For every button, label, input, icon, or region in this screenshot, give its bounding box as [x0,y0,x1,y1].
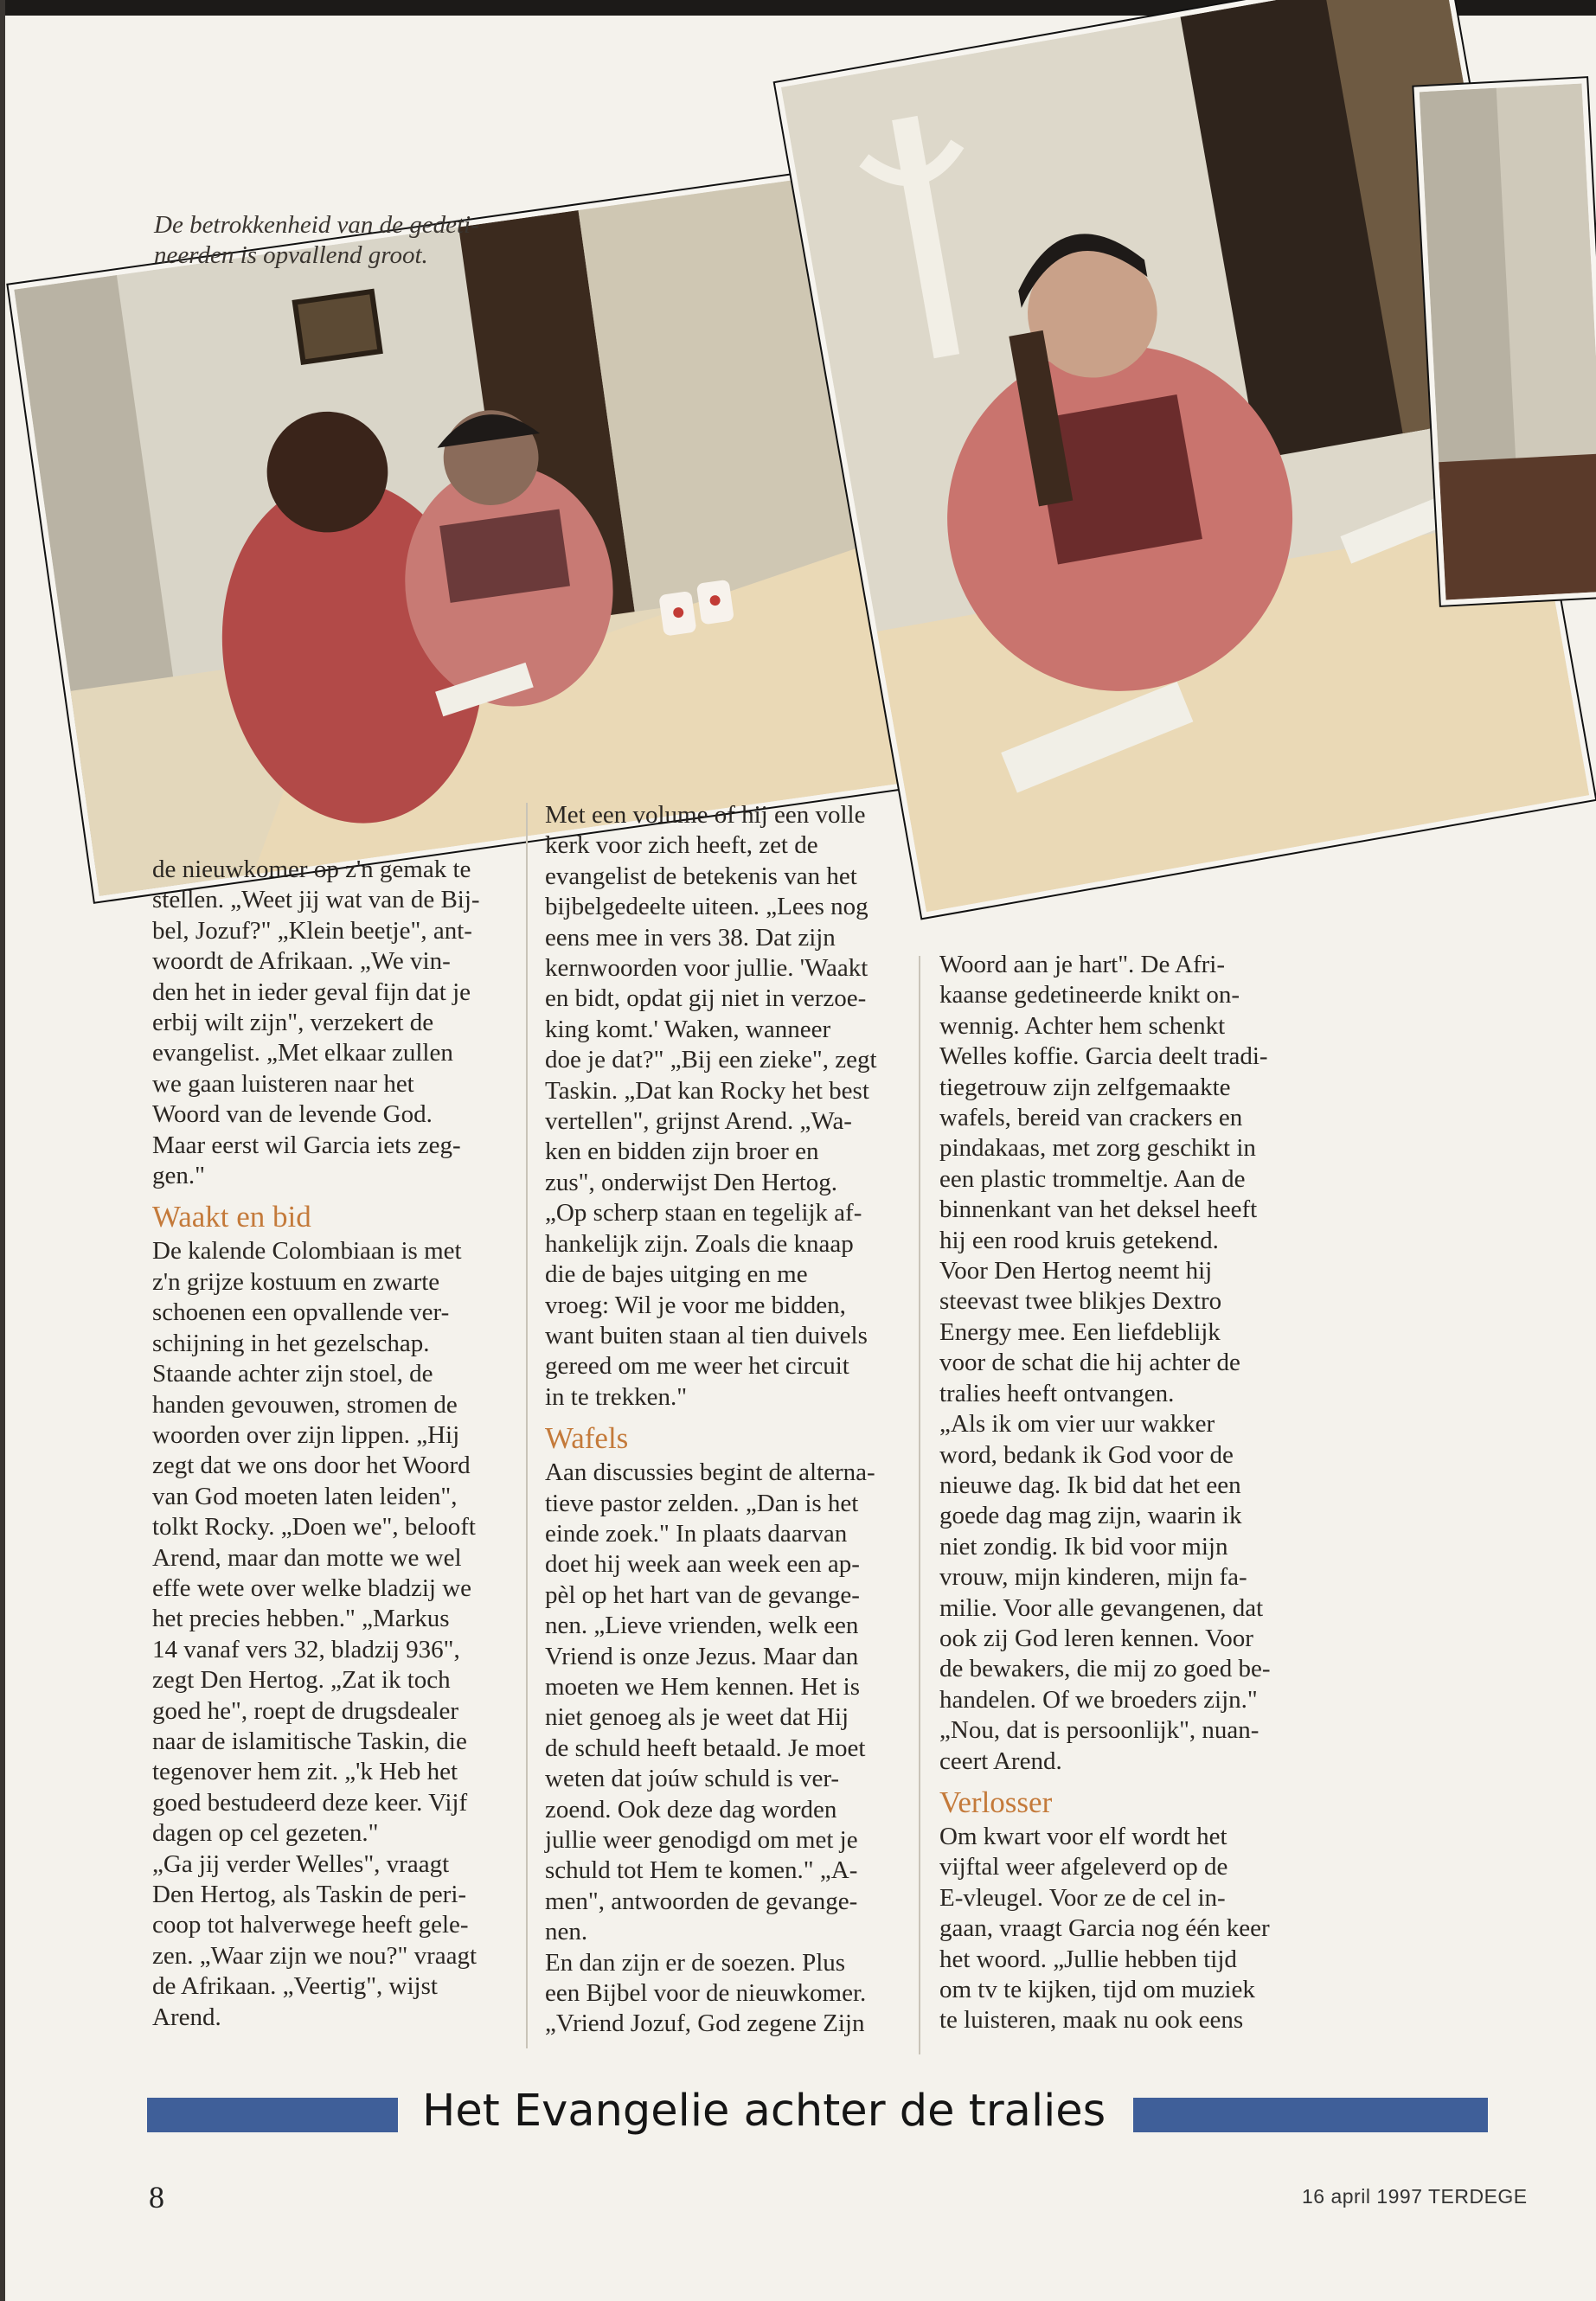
article-paragraph: Aan discussies begint de alterna- tieve pastor zelden. „Dan is het einde zoek." In plaats daarvan doet hij week aan week een ap- pèl op het hart van de gevange- nen. „Lieve vrienden, welk een Vriend is onze Jezus. Maar dan moeten we Hem kennen. Het is niet genoeg als je weet dat Hij de schuld heeft betaald. Je moet weten dat joúw schuld is ver- zoend. Ook deze dag worden jullie weer genodigd om met je schuld tot Hem te komen." „A- men", antwoorden de gevange- nen. En dan zijn er de soezen. Plus een Bijbel voor de nieuwkomer. „Vriend Jozuf, God zegene Zijn [545,1458,875,2038]
article-paragraph: Om kwart voor elf wordt het vijftal weer afgeleverd op de E-vleugel. Voor ze de cel in- gaan, vraagt Garcia nog één keer het woord. „Jullie hebben tijd om tv te kijken, tijd om muziek te luisteren, maak nu ook eens [939,1822,1270,2035]
page-left-edge [0,0,5,2301]
section-heading-verlosser: Verlosser [939,1785,1053,1819]
column-divider [919,956,920,2054]
page-number: 8 [149,2180,164,2214]
article-paragraph: de nieuwkomer op z'n gemak te stellen. „Weet jij wat van de Bij- bel, Jozuf?" „Klein beetje", ant- woordt de Afrikaan. „We vin- den het in ieder geval fijn dat je erbij wilt zijn", verzekert de evangelist. „Met elkaar zullen we gaan luisteren naar het Woord van de levende God. Maar eerst wil Garcia iets zeg- gen." [152,856,480,1190]
photo-caption: De betrokkenheid van de gedeti- neerden is opvallend groot. [154,211,479,269]
photo-prisoners-at-table [9,170,909,901]
article-paragraph: Met een volume of hij een volle kerk voor zich heeft, zet de evangelist de betekenis van het bijbelgedeelte uiteen. „Lees nog eens mee in vers 38. Dat zijn kernwoorden voor jullie. 'Waakt en bidt, opdat gij niet in verzoe- king komt.' Waken, wanneer doe je dat?" „Bij een zieke", zegt Taskin. „Dat kan Rocky het best vertellen", grijnst Arend. „Wa- ken en bidden zijn broer en zus", onderwijst Den Hertog. „Op scherp staan en tegelijk af- hankelijk zijn. Zoals die knaap die de bajes uitging en me vroeg: Wil je voor me bidden, want buiten staan al tien duivels gereed om me weer het circuit in te trekken." [545,801,877,1411]
section-heading-waakt-en-bid: Waakt en bid [152,1200,311,1234]
headline-bar-left [147,2098,398,2132]
article-headline-row [147,2085,1492,2137]
article-column-1 [152,855,529,2033]
article-column-2 [545,800,908,2040]
section-heading-wafels: Wafels [545,1421,629,1456]
article-paragraph: De kalende Colombiaan is met z'n grijze kostuum en zwarte schoenen een opvallende ver- schijning in het gezelschap. Staande achter zijn stoel, de handen gevouwen, stromen de woorden over zijn lippen. „Hij zegt dat we ons door het Woord van God moeten laten leiden", tolkt Rocky. „Doen we", belooft Arend, maar dan motte we wel effe wete over welke bladzij we het precies hebben." „Markus 14 vanaf vers 32, bladzij 936", zegt Den Hertog. „Zat ik toch goed he", roept de drugsdealer naar de islamitische Taskin, die tegenover hem zit. „'k Heb het goed bestudeerd deze keer. Vijf dagen op cel gezeten." „Ga jij verder Welles", vraagt Den Hertog, als Taskin de peri- coop tot halverwege heeft gele- zen. „Waar zijn we nou?" vraagt de Afrikaan. „Veertig", wijst Arend. [152,1237,478,2031]
photo-partial-right [1413,78,1596,606]
article-column-3 [939,950,1303,2036]
headline-bar-right [1133,2098,1488,2132]
photo-illustration-3 [1420,83,1596,599]
photo-illustration [14,176,902,896]
article-paragraph: Woord aan je hart". De Afri- kaanse gedetineerde knikt on- wennig. Achter hem schenkt Welles koffie. Garcia deelt tradi- tiegetrouw zijn zelfgemaakte wafels, bereid van crackers en pindakaas, met zorg geschikt in een plastic trommeltje. Aan de binnenkant van het deksel heeft hij een rood kruis getekend. Voor Den Hertog neemt hij steevast twee blikjes Dextro Energy mee. Een liefdeblijk voor de schat die hij achter de tralies heeft ontvangen. „Als ik om vier uur wakker word, bedank ik God voor de nieuwe dag. Ik bid dat het een goede dag mag zijn, waarin ik niet zondig. Ik bid voor mijn vrouw, mijn kinderen, mijn fa- milie. Voor alle gevangenen, dat ook zij God leren kennen. Voor de bewakers, die mij zo goed be- handelen. Of we broeders zijn." „Nou, dat is persoonlijk", nuan- ceert Arend. [939,951,1271,1775]
footer-publication-date: 16 april 1997 TERDEGE [1302,2185,1528,2208]
column-divider [526,803,528,2048]
article-headline: Het Evangelie achter de tralies [422,2086,1106,2137]
